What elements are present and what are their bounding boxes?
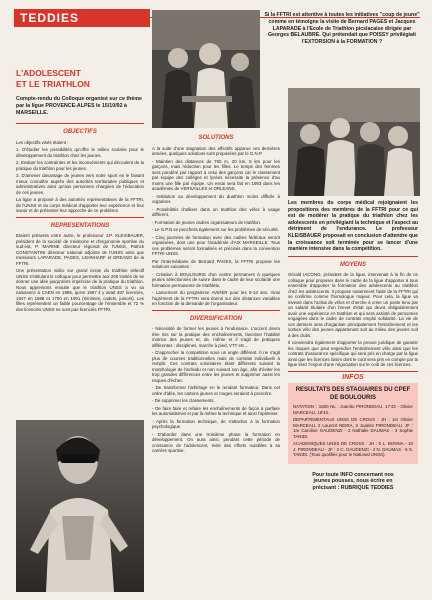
objectifs-paragraph: 2. Evaluer les contraintes et les inconvénients qui découlent de la pratique du triathlon pour les jeunes. <box>16 160 144 171</box>
solutions-text <box>152 146 280 307</box>
heading-representations: REPRESENTATIONS <box>50 222 110 229</box>
heading-moyens: MOYENS <box>339 261 366 268</box>
call-to-action <box>288 472 418 492</box>
infos-line: ACADEMIQUES UNSS DE CROSS : JH : 5 L. BONNA - 10 J. PIRONDEAU - JF : 2 C. GAUDENZI - 4 N. DAUMAS - 6 S. TANIDI. (Tous qualifiés pour le National UNSS). <box>293 441 413 458</box>
infos-line: DEPARTEMENTAUX UNSS DE CROSS : JH : 1er Olivier MARCEAU, 2 Laurent NEIRA, 3 Juanito PIRONDEAU. JF : 1re Caroline GAUDENZI - 2 Nathalie DAUMAS - 3 Sophie TANIDI. <box>293 417 413 439</box>
diversification-paragraph: - De faire faire et refaire les enchaînements de façon à parfaire les automatismes et par là même la technique et ainsi l'optimiser. <box>152 405 280 416</box>
solutions-paragraph: - Cinq journées de formation avec des cadres fédéraux seront organisées, dont une pour l'académie d'AIX MARSEILLE. Tous ces problèmes seront formalisés et précisés dans la convention FFTRI-UNSS. <box>152 234 280 256</box>
column-middle <box>152 130 280 456</box>
diversification-text <box>152 326 280 454</box>
representations-text <box>16 233 144 312</box>
diversification-paragraph: - De transformer l'arbitrage en le rendant formateur. Dans cet ordre d'idée, les cartons jaunes et rouges seraient à proscrire. <box>152 385 280 396</box>
rubrique-banner: TEDDIES <box>14 9 150 27</box>
moyens-text <box>288 272 418 368</box>
photo-caption: Les membres du corps médical rejoignaient les propositions des membres de la FFTRI pour ce qui est de modérer la pratique du triathlon chez les adolescents en privilégiant la technique et l'aspect au détriment de l'endurance. Le professeur KLEISBAUER proposait en conclusion d'attendre que la croissance soit terminée pour se lancer d'une manière intensive dans la compétition. <box>288 200 419 253</box>
representations-paragraph: Une présentation vidéo sur grand écran du triathlon sélectif UNSS s'intitulant le colloque pour permettre aux 200 invités de se donner une idée jusqu'alors imprécise de la pratique du triathlon. Nous apprenions ensuite que le triathlon UNSS a vu sa naissance à CAEN en 1985, qu'en 1987 il y avait 487 licenciés, 1847 en 1988 et 1700 en 1991 (minimes, cadets, juniors). Les filles représentent un faible pourcentage de l'ensemble et 72 % des licenciés UNSS ne sont pas licenciés FFTRI. <box>16 268 144 312</box>
quote-box <box>264 12 420 48</box>
representations-paragraph: Etaient présents entre autre, le professeur J.P. KLEISBAUER, président de la société de médecine et d'ergonomie sportive du sud-est, P. MARINE directeur régional de l'UNSS, Patrick CONSTANTINI directeur national adjointe de l'UNSS ainsi que messieurs LAPARADE, PAGES, LEHNHARF et DREANO de la FFTRI. <box>16 233 144 266</box>
section-rule <box>152 310 280 311</box>
heading-infos: INFOS <box>342 373 364 381</box>
infos-title: RESULTATS DES STAGIAIRES DU CPEF DE BOULOURIS <box>295 387 411 401</box>
quote-text: Si la FFTRI est attentive à toutes les initiatives "coup de jeune" comme en témoigne la visite de Bernard PAGES et Jacques LAPARADE à l'Ecole de Triathlon picslacaise dirigée par Georges BELAUBRE. Qui prétendait que POISSY privilégiait l'EXTORSION à la FORMATION ? <box>264 12 420 46</box>
solutions-paragraph: - Formation de jeunes cadres organisateurs de triathlon. <box>152 219 262 225</box>
solutions-paragraph: - Maintien des distances de 750 m, 20 km, 5 km pour les garçons, mais réduction pour les filles. Le temps des femmes sera pondéré par rapport à celui des garçons car le classement par équipe des collèges et lycées nécessite la présence d'au moins une fille par équipe. Un essai sera fait en 1993 dans les académies de VERSAILLES et ORLEANS. <box>152 158 280 191</box>
section-rule <box>16 217 144 218</box>
heading-objectifs: OBJECTIFS <box>63 129 97 135</box>
title-line-1: L'ADOLESCENT <box>16 68 81 78</box>
objectifs-paragraph: La ligue a proposé à des autorités représentatives de la FFTRI, de l'UNSS et du corps médical d'apporter leur expérience et leur savoir et de présenter leur approche de ce problème. <box>16 197 144 213</box>
solutions-paragraph: - Institution au développement du duathlon moins difficile à organiser. <box>152 193 280 204</box>
heading-diversification: DIVERSIFICATION <box>190 315 242 322</box>
moyens-paragraph: Gérald IACONO, président de la ligue, intervenait à la fin de ce colloque pour proposer dans le cadre de la ligue d'apporter à tous ensemble d'apporter la formation des adolescents au triathlon chez les adolescents. Il propose notamment l'aide de la FFTRI qui se confirme comme l'homologue majeur. Pour cela, la ligue va investir dans l'achat de vélos et cherche à créer un poste tenu par un salarié titulaire d'un brevet d'état qui devra obligatoirement avoir une expérience en triathlon et qui sera assisté de personnes engagées dans le cadre de contrats emploi solidarité. La vie de ces derniers sera d'organiser principalement l'entraînement et les sorties vélo des jeunes appartenant soit au milieu des jeunes soit à des clubs. <box>288 272 418 338</box>
column-left <box>16 96 144 314</box>
solutions-paragraph: - Création à BOULOURIS d'un centre permanent à quelques jeunes sélectionnés de suivre dans le cadre de leur scolarité une formation permanente de triathlète. <box>152 271 280 288</box>
diversification-paragraph: - Nécessité de former les jeunes à l'endurance. L'accent devra être mis sur la pratique des enchaînements, favoriser l'habilité motrice des jeunes et, de, même et il s'agit de pratiques différentes : disciplines, marche à pied, VTT etc... <box>152 326 280 348</box>
article-intro: Compte-rendu du Colloque organisé sur ce thème par la ligue PROVENCE-ALPES le 15/10/92 à MARSEILLE. <box>16 96 142 116</box>
section-rule <box>288 371 418 372</box>
article-title <box>16 68 144 89</box>
objectifs-paragraph: 3. D'amener davantage de jeunes vers notre sport en le faisant mieux connaître auprès des autorités territoriales publiques et administratives ainsi qu'aux personnes chargées de l'éducation de ces jeunes. <box>16 173 144 195</box>
solutions-paragraph: - Le G.P.N se penchera également sur les problèmes de sécurité. <box>152 227 280 232</box>
solutions-paragraph: - Possibilités d'utiliser dans un triathlon des vélos à usage différent. <box>152 206 280 217</box>
runner-photo <box>16 420 144 592</box>
diversification-paragraph: - D'approcher la compétition sous un angle différent. Il ne s'agit plus de courses traditionnelles mais de contrats individuels à remplir. Ces contrats volontaires étant différents suivant la morphologie de l'individu et non suivant son âge, afin d'éviter les trop grandes différences entre les jeunes et supprimer aussi les risques d'échec. <box>152 350 280 383</box>
cta-line: précisant : RUBRIQUE TEDDIES <box>312 484 394 491</box>
solutions-paragraph: A la suite d'une stagnation des effectifs apparue ces dernières années, quelques solutions sont proposées par le G.N.P. <box>152 145 280 156</box>
cta-line: Pour toute INFO concernant nos <box>312 471 394 478</box>
title-line-2: ET LE TRIATHLON <box>16 78 90 89</box>
diversification-paragraph: - D'aborder dans une troisième phase la formation en développement. On aura ainsi, pendant cette période de croissance de l'adolescent, évité des efforts nuisibles à sa carrière sportive. <box>152 431 280 453</box>
objectifs-text <box>16 140 144 214</box>
infos-box <box>288 383 418 464</box>
diversification-paragraph: - Après la formation technique, de s'attacher à la formation psychologique. <box>152 418 280 429</box>
solutions-paragraph: - Lancement du programme AVENIR pour les 9-13 ans. Ainsi l'agrément de la FFTRI sera donné sur des distances variables en fonction de la demande de l'organisateur. <box>152 290 280 306</box>
cta-line: jeunes pousses, nous écrire en <box>313 478 393 485</box>
section-rule <box>16 123 144 124</box>
diversification-paragraph: - De supprimer les classements. <box>152 398 215 403</box>
moyens-paragraph: Il conviendra également d'apporter la preuve juridique de garantir les risques que peut engendrer l'entraînement vélo ainsi que les contrats d'assurance spécifique qui sera pris en charge par la ligue ainsi que les licences loisirs dont le coût sera pris en compte par la ligue lisez l'espoir d'une négociation sur le coût de ces licences. <box>288 340 418 368</box>
solutions-paragraph: Par l'intermédiaire de Bernard PAGES, la FFTRI propose les solutions suivantes : <box>152 258 280 269</box>
column-right <box>288 200 418 492</box>
objectifs-paragraph: 1. D'étudier les possibilités qu'offre le milieu scolaire pour le développement du triathlon chez les jeunes. <box>16 147 144 158</box>
group-photo-top <box>152 10 260 128</box>
objectifs-paragraph: Les objectifs visés étaient : <box>16 139 69 145</box>
heading-solutions: SOLUTIONS <box>198 135 234 141</box>
infos-line: NATATION : 1500 NL : Juanito PIRONDEAU, 17'43 - Olivier MARCEAU, 18'43. <box>293 404 413 415</box>
group-photo-right <box>288 88 420 196</box>
section-rule <box>288 256 418 257</box>
